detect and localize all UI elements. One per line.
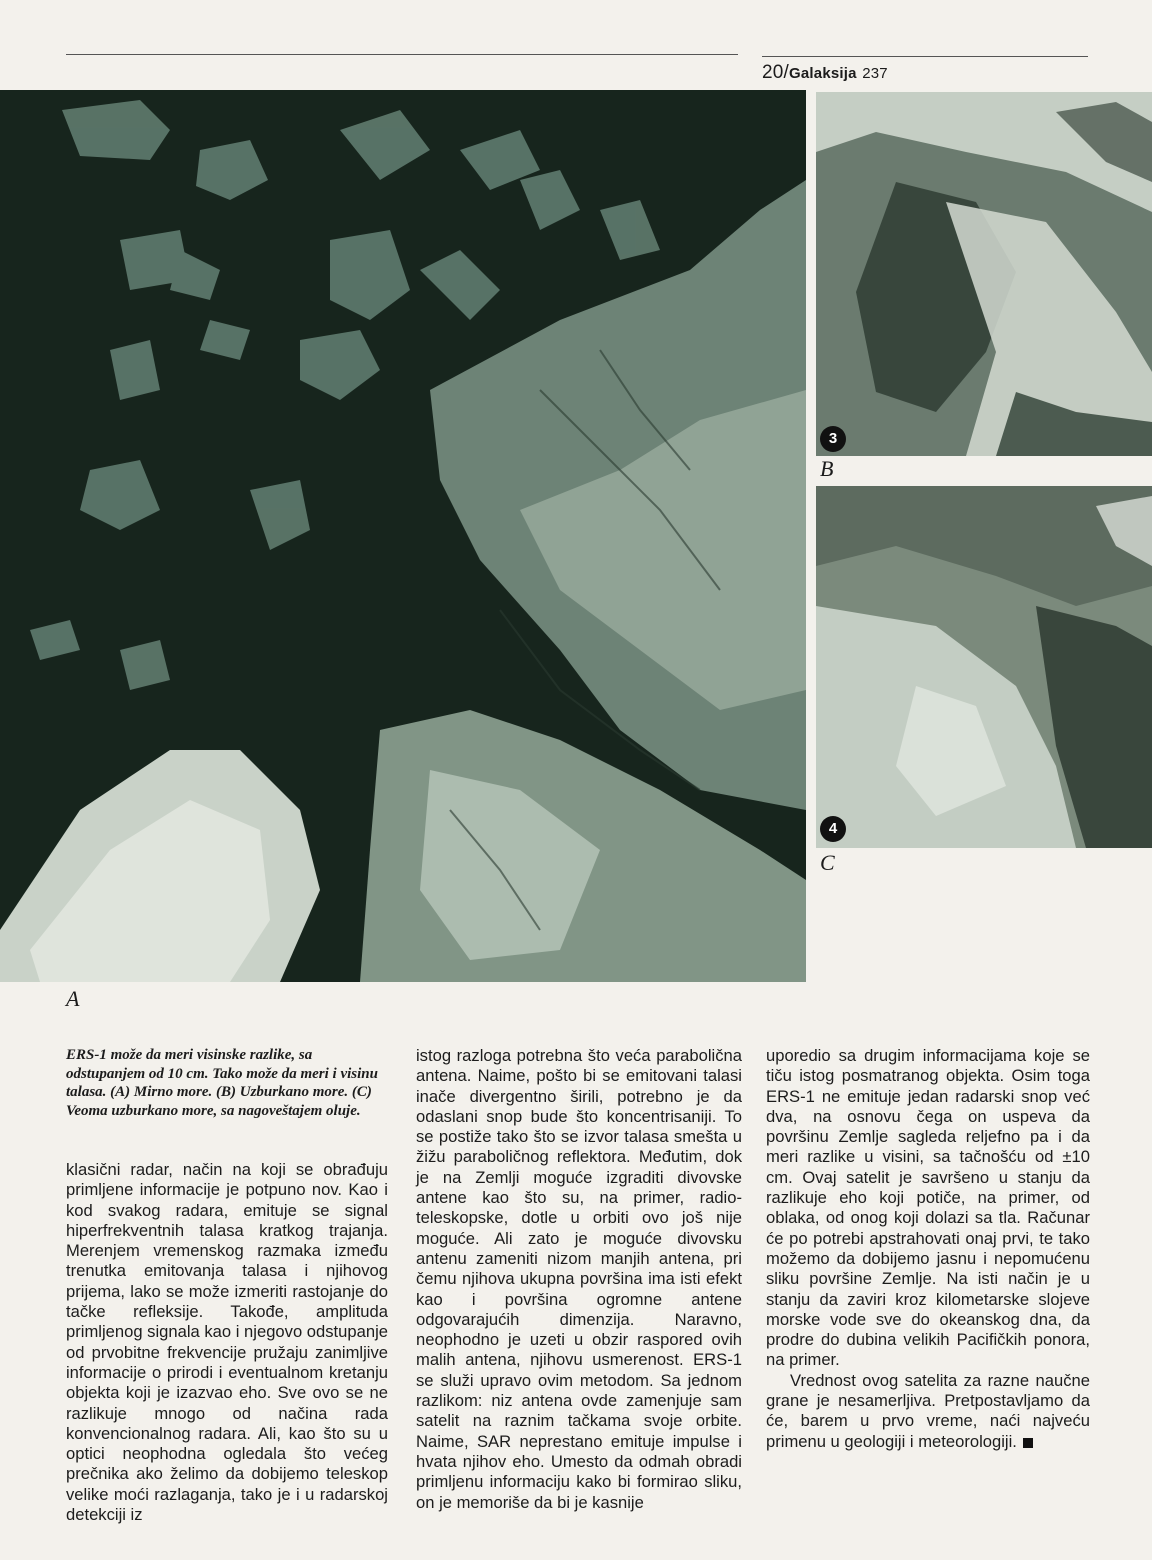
article-paragraph-final [766, 1371, 1090, 1452]
page-header [762, 62, 888, 84]
end-of-article-mark [1023, 1438, 1033, 1448]
figure-label-c: C [820, 850, 835, 875]
header-rule-left [66, 54, 738, 55]
article-paragraph: klasični radar, način na koji se obrađuju primljene informacije je potpuno nov. Kao i kod svakog radara, emituje se signal hiperfrekventnih talasa kratkog trajanja. Merenjem vremenskog razmaka između trenutka emitovanja talasa i njihovog prijema, lako se može izmeriti rastojanje do tačke refleksije. Takođe, amplituda primljenog signala kao i njegovo odstupanje od prvobitne frekvencije pružaju zanimljive informacije o prirodi i eventualnom kretanju objekta koji je izazvao eho. Sve ovo se ne razlikuje mnogo od načina rada konvencionalnog radara. Ali, kao što su u optici neophodna ogledala što većeg prečnika ako želimo da dobijemo teleskop velike moći razlaganja, tako je i u radarskoj detekciji iz [66, 1160, 388, 1525]
radar-image-rough-sea [816, 92, 1152, 456]
article-column-2 [416, 1046, 742, 1513]
page-number: 237 [862, 65, 888, 82]
issue-number: 20/ [762, 62, 790, 83]
radar-image-very-rough-sea [816, 486, 1152, 848]
header-rule-right [762, 56, 1088, 57]
magazine-name: Galaksija [789, 65, 857, 82]
radar-image-calm-sea [0, 90, 806, 982]
figure-caption: ERS-1 može da meri visinske razlike, sa odstupanjem od 10 cm. Tako može da meri i visinu talasa. (A) Mirno more. (B) Uzburkano more. (C) Veoma uzburkano more, sa nagoveštajem oluje. [66, 1047, 378, 1119]
figure-badge-4: 4 [820, 816, 846, 842]
article-paragraph-text: Vrednost ovog satelita za razne naučne grane je nesamerljiva. Pretpostavljamo da će, barem u prvo vreme, naći najveću primenu u geologiji i meteorologiji. [766, 1370, 1090, 1451]
article-paragraph: uporedio sa drugim informacijama koje se tiču istog posmatranog objekta. Osim toga ERS-1 ne emituje jedan radarski snop već dva, na osnovu čega on uspeva da površinu Zemlje sagleda reljefno pa i da meri razlike u visini, sa tačnošću od ±10 cm. Ovaj satelit je savršeno u stanju da razlikuje eho koji potiče, na primer, od oblaka, od onog koji dolazi sa tla. Računar će po potrebi apstrahovati onaj prvi, te tako možemo da dobijemo jasnu i nepomućenu sliku površine Zemlje. Na isti način je u stanju da zaviri kroz kilometarske slojeve morske vode sve do okeanskog dna, da prodre do dubina velikih Pacifičkih ponora, na primer. [766, 1046, 1090, 1370]
figure-badge-3: 3 [820, 426, 846, 452]
article-paragraph: istog razloga potrebna što veća parabolična antena. Naime, pošto bi se emitovani talasi inače divergentno širili, potrebno je da odaslani snop bude što koncentrisaniji. To se postiže tako što se izvor talasa smešta u žižu paraboličnog reflektora. Međutim, dok je na Zemlji moguće izgraditi divovske antene kao što su, na primer, radio-teleskopske, dotle u orbiti ovo još nije moguće. Ali zato je moguće divovsku antenu zameniti nizom manjih antena, pri čemu njihova ukupna površina ima isti efekt kao i površina ogromne antene odgovarajućih dimenzija. Naravno, neophodno je uzeti u obzir raspored ovih malih antena, njihovu usmerenost. ERS-1 se služi upravo ovim metodom. Sa jednom razlikom: niz antena ovde zamenjuje sam satelit na raznim tačkama svoje orbite. Naime, SAR neprestano emituje impulse i hvata njihov eho. Umesto da odmah obradi primljenu informaciju kako bi formirao sliku, on je memoriše da bi je kasnije [416, 1046, 742, 1512]
article-column-1 [66, 1160, 388, 1525]
article-column-3 [766, 1046, 1090, 1452]
figure-label-b: B [820, 456, 834, 481]
figure-label-a: A [66, 986, 80, 1011]
